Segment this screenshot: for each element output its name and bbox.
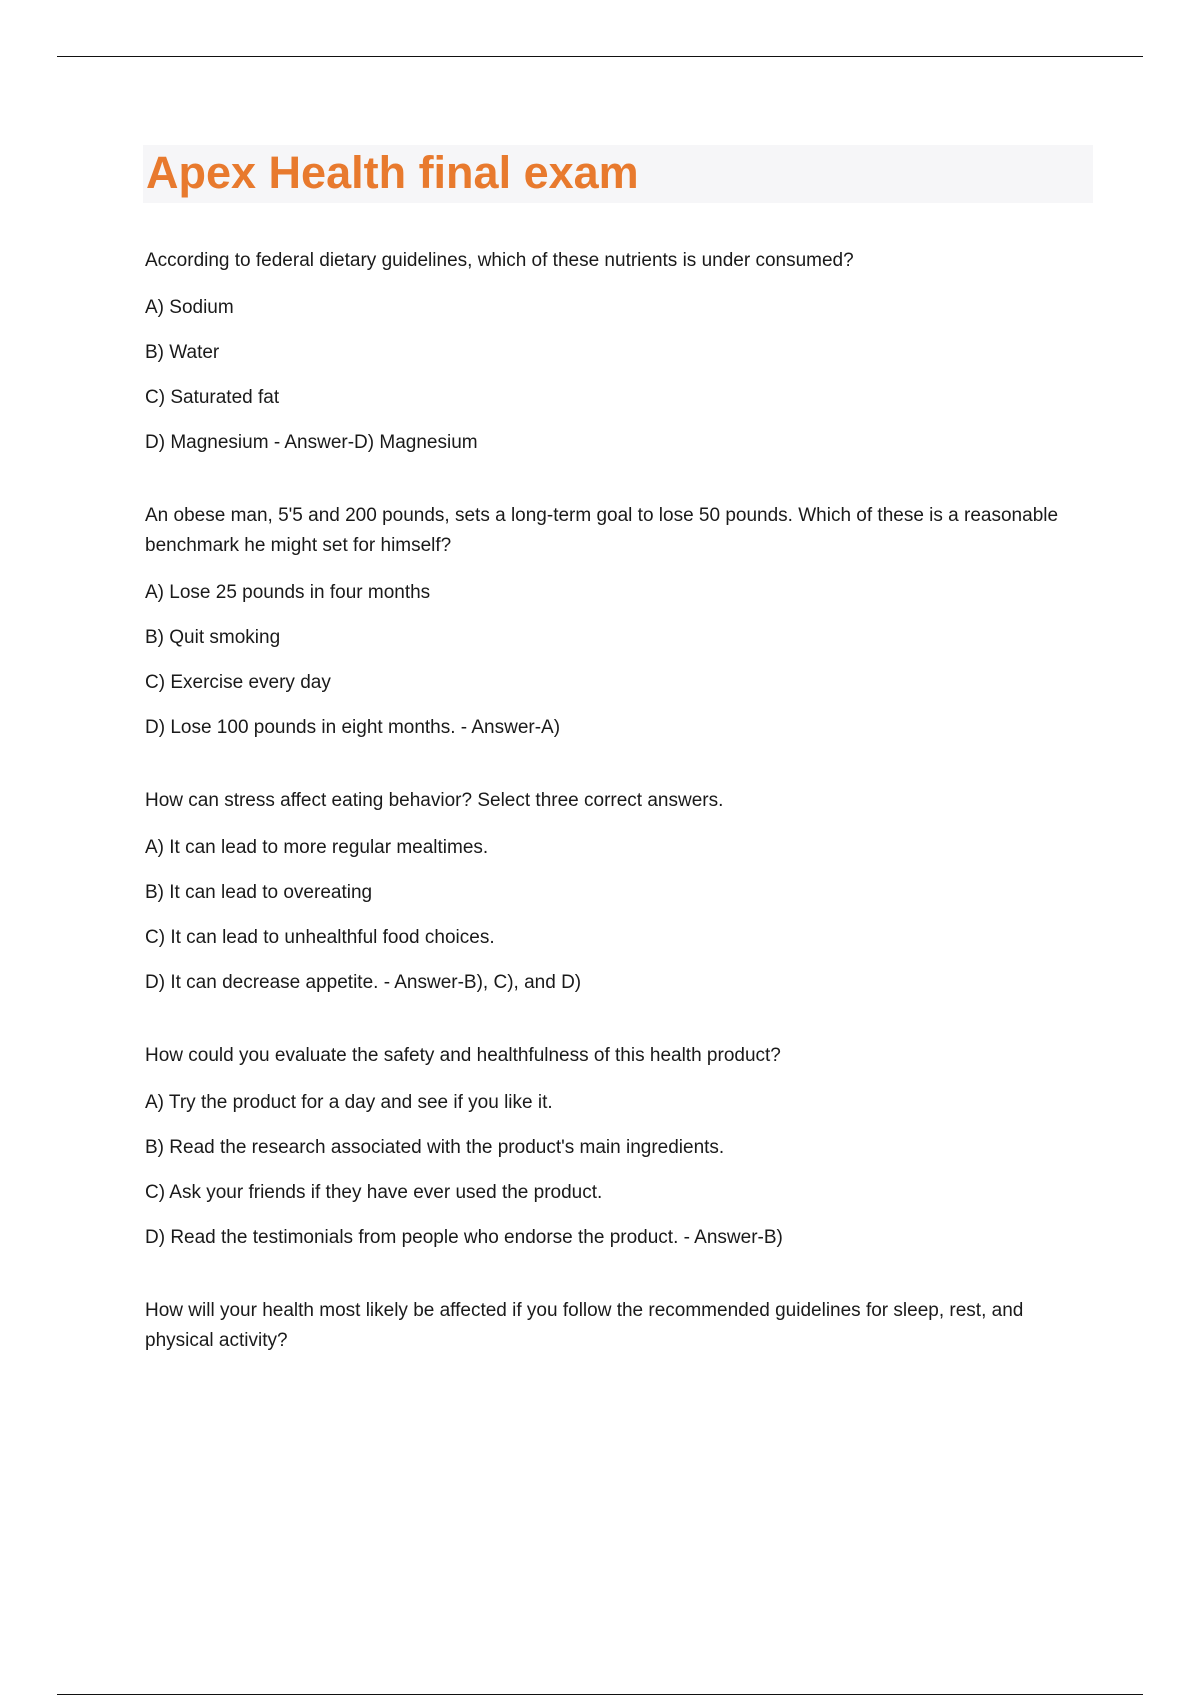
question-stem: How will your health most likely be affected if you follow the recommended guidelines for sleep, rest, and physical activity? xyxy=(145,1300,1024,1351)
question-5 xyxy=(145,1296,1085,1356)
option-c: C) Ask your friends if they have ever used the product. xyxy=(145,1182,603,1203)
option-a: A) Sodium xyxy=(145,297,234,318)
option-b: B) Quit smoking xyxy=(145,627,281,648)
option-d-with-answer: D) Lose 100 pounds in eight months. - Answer-A) xyxy=(145,717,561,738)
option-c: C) It can lead to unhealthful food choices. xyxy=(145,927,495,948)
question-list xyxy=(145,246,1085,1400)
option-d-with-answer: D) Read the testimonials from people who endorse the product. - Answer-B) xyxy=(145,1227,783,1248)
question-3 xyxy=(145,786,1085,997)
option-c: C) Saturated fat xyxy=(145,387,280,408)
question-2 xyxy=(145,501,1085,742)
option-a: A) Try the product for a day and see if you like it. xyxy=(145,1092,553,1113)
option-d-with-answer: D) Magnesium - Answer-D) Magnesium xyxy=(145,432,478,453)
question-stem: How could you evaluate the safety and healthfulness of this health product? xyxy=(145,1045,781,1066)
option-c: C) Exercise every day xyxy=(145,672,331,693)
option-b: B) It can lead to overeating xyxy=(145,882,373,903)
question-stem: An obese man, 5'5 and 200 pounds, sets a long-term goal to lose 50 pounds. Which of these is a reasonable benchmark he might set for himself? xyxy=(145,505,1059,556)
footer-rule xyxy=(57,1694,1143,1695)
option-a: A) It can lead to more regular mealtimes. xyxy=(145,837,489,858)
option-b: B) Read the research associated with the product's main ingredients. xyxy=(145,1137,725,1158)
header-rule xyxy=(57,56,1143,57)
question-stem: How can stress affect eating behavior? Select three correct answers. xyxy=(145,790,724,811)
question-1 xyxy=(145,246,1085,457)
document-title: Apex Health final exam xyxy=(146,147,639,198)
option-d-with-answer: D) It can decrease appetite. - Answer-B), C), and D) xyxy=(145,972,582,993)
question-stem: According to federal dietary guidelines, which of these nutrients is under consumed? xyxy=(145,250,854,271)
option-a: A) Lose 25 pounds in four months xyxy=(145,582,431,603)
option-b: B) Water xyxy=(145,342,220,363)
question-4 xyxy=(145,1041,1085,1252)
